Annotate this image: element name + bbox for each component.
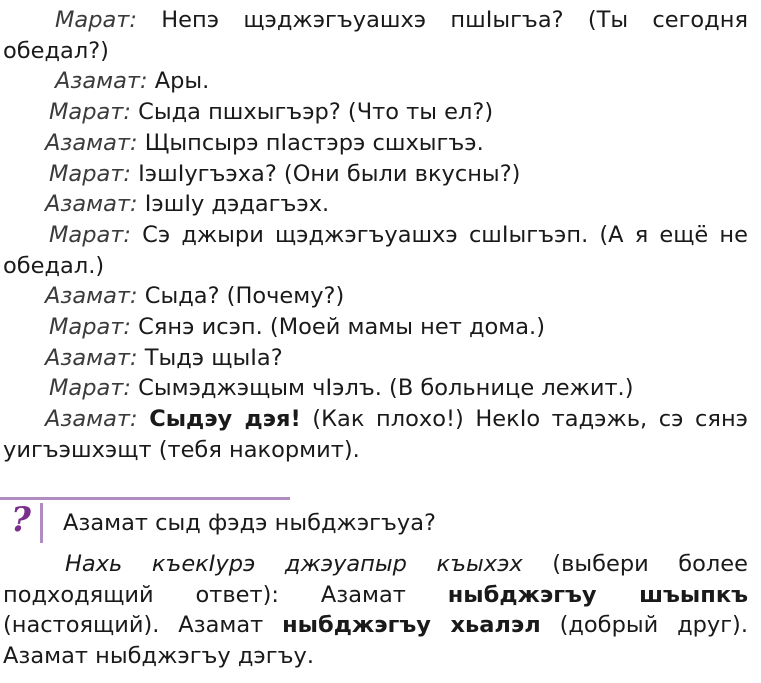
dialogue-line <box>3 128 748 159</box>
line-text: Ары. <box>147 68 210 95</box>
answer-option-1-note: (настоящий). Азамат <box>3 612 283 639</box>
line-text: Сыда пшхыгъэр? (Что ты ел?) <box>130 99 494 126</box>
answer-hint: (выбери более подходящий ответ): Азамат <box>3 551 748 608</box>
answer-option-2: ныбджэгъу хьалэл <box>282 612 541 639</box>
line-text: Сянэ исэп. (Моей мамы нет дома.) <box>130 314 545 341</box>
dialogue-line <box>3 343 748 374</box>
speaker-name: Марат: <box>49 160 131 187</box>
bold-exclamation: Сыдэу дэя! <box>149 406 301 433</box>
answer-instruction: Нахь къекIурэ джэуапыр къыхэх <box>65 551 523 577</box>
question-side-bar <box>40 503 43 543</box>
line-text: Непэ щэджэгъуашхэ пшIыгъа? (Ты сегодня обедал?) <box>3 7 748 64</box>
speaker-name: Марат: <box>49 314 131 341</box>
speaker-name: Азамат: <box>45 283 138 310</box>
dialogue-line <box>3 66 748 97</box>
line-text: Сэ джыри щэджэгъуашхэ сшIыгъэп. (А я ещё не обедал.) <box>3 221 748 279</box>
dialogue-line <box>3 404 748 465</box>
dialogue-line <box>3 281 748 312</box>
speaker-name: Марат: <box>55 7 137 33</box>
line-text: Сыда? (Почему?) <box>137 283 345 310</box>
speaker-name: Марат: <box>49 221 131 248</box>
speaker-name: Азамат: <box>45 129 138 156</box>
line-text: IэшIугъэха? (Они были вкусны?) <box>130 160 521 187</box>
dialogue-line <box>3 220 748 281</box>
speaker-name: Азамат: <box>45 344 138 371</box>
line-text: Сымэджэщым чIэлъ. (В больнице лежит.) <box>130 375 634 402</box>
answer-option-2-note: (добрый друг). Азамат ныбджэгъу дэгъу. <box>3 612 748 670</box>
dialogue-line <box>3 373 748 404</box>
dialogue <box>3 5 748 466</box>
dialogue-line <box>3 312 748 343</box>
dialogue-line <box>3 159 748 190</box>
answer-paragraph <box>3 549 748 672</box>
dialogue-line <box>3 189 748 220</box>
line-text: (Как плохо!) НекIо тадэжь, сэ сянэ уигъэшхэщт (тебя накормит). <box>3 406 749 463</box>
speaker-name: Азамат: <box>55 68 148 95</box>
answer-option-1: ныбджэгъу шъыпкъ <box>447 581 748 608</box>
dialogue-line <box>3 5 748 66</box>
speaker-name: Марат: <box>49 99 131 126</box>
speaker-name: Азамат: <box>45 191 138 218</box>
question-mark-icon: ? <box>11 500 31 540</box>
line-text: Тыдэ щыIа? <box>137 344 283 371</box>
question-text: Азамат сыд фэдэ ныбджэгъуа? <box>63 510 436 536</box>
speaker-name: Азамат: <box>45 406 138 433</box>
dialogue-line <box>3 97 748 128</box>
line-text: IэшIу дэдагъэх. <box>137 191 330 218</box>
section-divider <box>0 497 290 500</box>
speaker-name: Марат: <box>49 375 131 402</box>
line-text: Щыпсырэ пIастэрэ сшхыгъэ. <box>137 129 484 156</box>
